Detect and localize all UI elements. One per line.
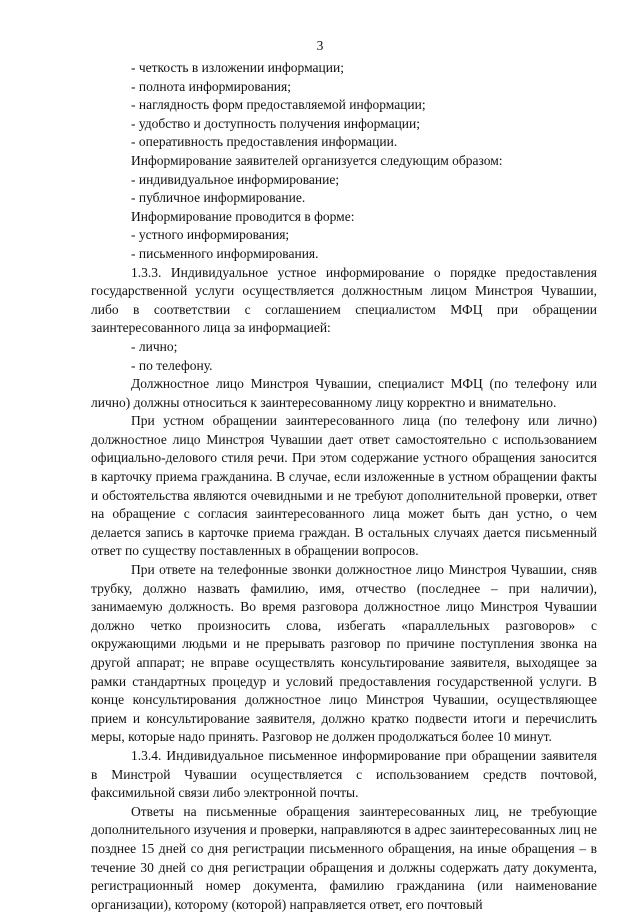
list-item: - публичное информирование. <box>131 190 306 206</box>
paragraph-phone-calls: При ответе на телефонные звонки должностное лицо Минстроя Чувашии, сняв трубку, должно назвать фамилию, имя, отчество (последнее – при наличии), занимаемую должность. Во время разговора должностное лицо Минстроя Чувашии должно четко произносить слова, избегать «параллельных разговоров» с окружающими людьми и не прерывать разговор по причине поступления звонка на другой аппарат; не вправе осуществлять консультирование заявителя, выходящее за рамки стандартных процедур и условий предоставления государственной услуги. В конце консультирования должностное лицо Минстроя Чувашии, осуществляющее прием и консультирование заявителя, должно кратко подвести итоги и перечислить меры, которые надо принять. Разговор не должен продолжаться более 10 минут. <box>91 562 597 745</box>
list-item: - устного информирования; <box>131 227 290 243</box>
list-item: - по телефону. <box>131 357 213 373</box>
list-item: - наглядность форм предоставляемой информации; <box>131 97 426 113</box>
paragraph-1-3-4: 1.3.4. Индивидуальное письменное информирование при обращении заявителя в Минстрой Чувашии осуществляется с использованием средств почтовой, факсимильной связи либо электронной почты. <box>91 747 597 801</box>
list-item: Информирование проводится в форме: <box>131 208 355 224</box>
list-item: - четкость в изложении информации; <box>131 60 344 75</box>
list-item: - лично; <box>131 338 178 354</box>
list-item: - индивидуальное информирование; <box>131 171 340 187</box>
list-item: - полнота информирования; <box>131 78 291 94</box>
paragraph-oral-request: При устном обращении заинтересованного лица (по телефону или лично) должностное лицо Минстроя Чувашии дает ответ самостоятельно с использованием официально-делового стиля речи. При этом содержание устного обращения заносится в карточку приема гражданина. В случае, если изложенные в устном обращении факты и обстоятельства являются очевидными и не требуют дополнительной проверки, ответ на обращение с согласия заинтересованного лица может быть дан устно, о чем делается запись в карточке приема граждан. В остальных случаях дается письменный ответ по существу поставленных в обращении вопросов. <box>91 413 597 559</box>
paragraph-official-conduct: Должностное лицо Минстроя Чувашии, специалист МФЦ (по телефону или лично) должны относиться к заинтересованному лицу корректно и внимательно. <box>91 376 597 410</box>
list-item: - оперативность предоставления информации. <box>131 134 398 150</box>
list-item: Информирование заявителей организуется следующим образом: <box>131 152 503 168</box>
list-item: - письменного информирования. <box>131 245 319 261</box>
paragraph-1-3-3: 1.3.3. Индивидуальное устное информирование о порядке предоставления государственной услуги осуществляется должностным лицом Минстроя Чувашии, либо в соответствии с соглашением специалистом МФЦ при обращении заинтересованного лица за информацией: <box>91 264 597 336</box>
contact-methods-list <box>91 338 597 375</box>
page-number: 3 <box>316 38 324 53</box>
document-body <box>91 59 597 914</box>
paragraph-written-answers: Ответы на письменные обращения заинтересованных лиц, не требующие дополнительного изучения и проверки, направляются в адрес заинтересованных лиц не позднее 15 дней со дня регистрации письменного обращения, на иные обращения – в течение 30 дней со дня регистрации обращения и должны содержать дату документа, регистрационный номер документа, фамилию гражданина (или наименование организации), которому (которой) направляется ответ, его почтовый <box>91 803 597 912</box>
list-item: - удобство и доступность получения информации; <box>131 115 420 131</box>
informing-requirements-list <box>91 59 597 264</box>
